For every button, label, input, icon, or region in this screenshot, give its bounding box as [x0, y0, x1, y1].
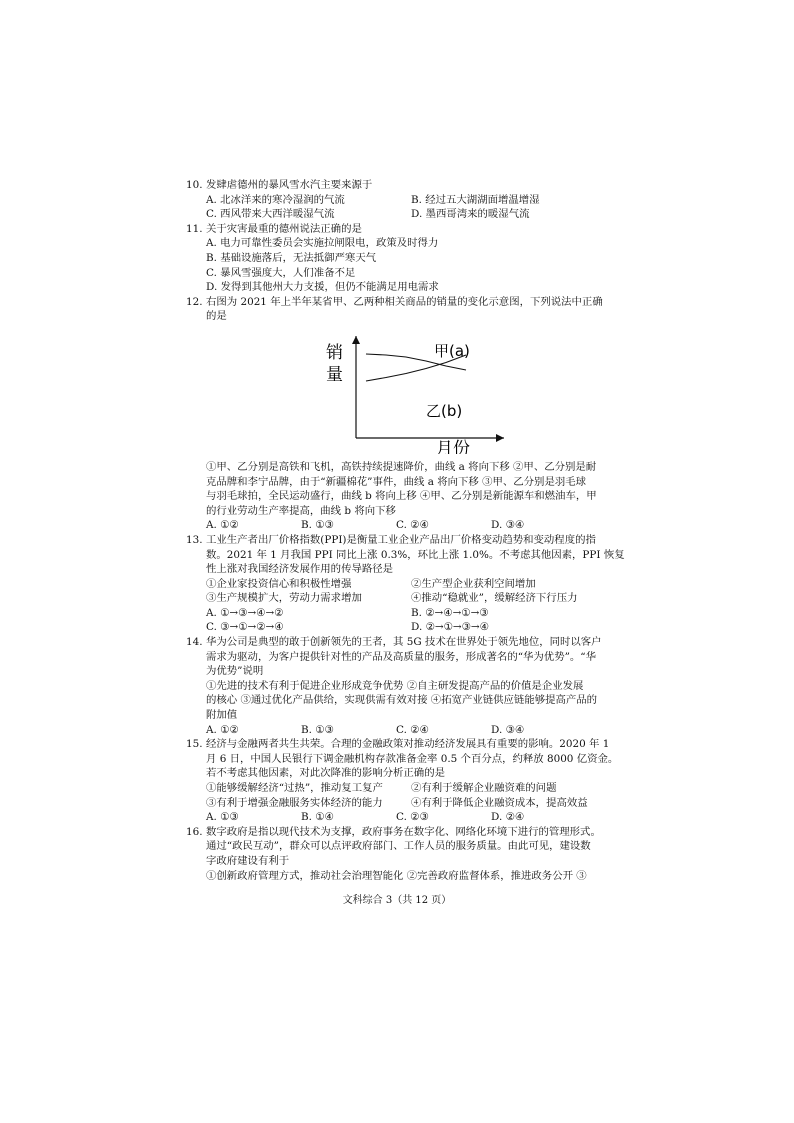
question-stem [186, 766, 616, 781]
question-number: 16. [186, 825, 203, 838]
question-10 [186, 178, 616, 222]
option: B. 经过五大湖湖面增温增湿 [411, 193, 540, 206]
y-axis-arrow [352, 336, 360, 344]
question-stem [186, 635, 616, 650]
series-label-1: 乙(b) [426, 401, 463, 420]
option: ②有利于缓解企业融资难的问题 [411, 782, 557, 794]
option: B. ①③ [301, 723, 334, 736]
question-14 [186, 635, 616, 737]
option-row [186, 723, 616, 738]
stem-text: 华为公司是典型的敢于创新领先的王者，其 5G 技术在世界处于领先地位，同时以客户 [206, 636, 602, 649]
question-16 [186, 825, 616, 883]
option: D. ②④ [491, 811, 525, 824]
stem-text: 字政府建设有利于 [206, 854, 290, 867]
question-stem [186, 222, 616, 237]
stem-text: 发肆虐德州的暴风雪水汽主要来源于 [206, 179, 373, 191]
question-number: 13. [186, 533, 203, 546]
option: C. ②④ [396, 723, 429, 736]
question-list [186, 178, 625, 883]
chart-svg [314, 330, 510, 454]
stem-text: 的是 [206, 310, 227, 323]
option-row [186, 207, 616, 222]
option-row [186, 810, 616, 825]
y-axis-label: 量 [326, 364, 343, 385]
statement-line: 克品牌和李宁品牌，由于“新疆棉花”事件，曲线 a 将向下移 ③甲、乙分别是羽毛球 [206, 475, 587, 488]
option: A. 北冰洋来的寒冷湿润的气流 [206, 193, 345, 206]
option: B. ②→④→①→③ [411, 606, 489, 619]
option: C. 西风带来大西洋暖湿气流 [206, 208, 335, 221]
stem-text: 月 6 日，中国人民银行下调金融机构存款准备金率 0.5 个百分点，约释放 8000 亿资金。 [206, 752, 619, 765]
stem-text: 需求为驱动，为客户提供针对性的产品及高质量的服务，形成著名的“华为优势”。“华 [206, 650, 596, 663]
question-stem [186, 295, 616, 310]
statement-line: 与羽毛球拍，全民运动盛行，曲线 b 将向上移 ④甲、乙分别是新能源车和燃油车，甲 [206, 490, 597, 503]
option: D. ②→①→③→④ [411, 621, 489, 634]
question-number: 11. [186, 222, 203, 235]
statement-line: 的核心 ③通过优化产品供给，实现供需有效对接 ④拓宽产业链供应链能够提高产品的 [206, 694, 598, 707]
option: B. ①④ [301, 811, 334, 824]
option-row [186, 606, 616, 621]
option-row [186, 518, 616, 533]
question-stem [186, 752, 619, 767]
stem-text: 关于灾害最重的德州说法正确的是 [206, 222, 362, 235]
option: ①企业家投资信心和积极性增强 [206, 577, 352, 590]
option: C. 暴风雪强度大，人们准备不足 [206, 266, 356, 279]
statement-line: ①先进的技术有利于促进企业形成竞争优势 ②自主研发提高产品的价值是企业发展 [206, 679, 584, 692]
option: A. ①② [206, 519, 239, 532]
question-stem [186, 533, 616, 548]
stem-text: 若不考虑其他因素，对此次降准的影响分析正确的是 [206, 767, 445, 780]
question-stem [186, 650, 616, 665]
supply-demand-chart [314, 330, 510, 454]
option: C. ③→①→②→④ [206, 621, 284, 634]
stem-text: 工业生产者出厂价格指数(PPI)是衡量工业企业产品出厂价格变动趋势和变动程度的指 [206, 533, 596, 546]
option: B. 基础设施落后，无法抵御严寒天气 [206, 251, 377, 264]
option: D. ③④ [491, 723, 525, 736]
statement-line: ①创新政府管理方式，推动社会治理智能化 ②完善政府监督体系，推进政务公开 ③ [206, 869, 587, 882]
option: C. ②④ [396, 519, 429, 532]
question-stem [186, 178, 616, 193]
statement-line: 附加值 [206, 709, 238, 722]
option: B. ①③ [301, 519, 334, 532]
option: ④有利于降低企业融资成本，提高效益 [411, 796, 588, 809]
option: ④推动“稳就业”，缓解经济下行压力 [411, 592, 578, 605]
option: D. ③④ [491, 519, 525, 532]
option: A. ①② [206, 723, 239, 736]
option-row [186, 591, 616, 606]
option: C. ②③ [396, 811, 429, 824]
question-stem [186, 839, 616, 854]
stem-text: 经济与金融两者共生共荣。合理的金融政策对推动经济发展具有重要的影响。2020 年 1 [206, 738, 610, 751]
question-number: 10. [186, 179, 203, 191]
question-number: 15. [186, 738, 203, 751]
x-axis-label: 月份 [436, 438, 470, 454]
option: A. ①→③→④→② [206, 606, 284, 619]
question-stem [186, 737, 616, 752]
y-axis-label: 销 [326, 342, 343, 363]
option: ②生产型企业获利空间增加 [411, 577, 536, 590]
option: ③生产规模扩大，劳动力需求增加 [206, 592, 362, 605]
option-row [186, 781, 616, 796]
option: A. ①③ [206, 811, 239, 824]
question-stem [186, 825, 616, 840]
question-13 [186, 533, 625, 635]
statement-line: 的行业劳动生产率提高，曲线 b 将向下移 [206, 504, 396, 517]
question-number: 14. [186, 636, 203, 649]
stem-text: 数字政府是指以现代技术为支撑，政府事务在数字化、网络化环境下进行的管理形式。 [206, 825, 601, 838]
question-stem [186, 664, 616, 679]
option: D. 发得到其他州大力支援，但仍不能满足用电需求 [206, 281, 439, 294]
series-label-0: 甲(a) [434, 341, 470, 360]
question-stem [186, 548, 625, 563]
question-15 [186, 737, 619, 825]
stem-text: 性上涨对我国经济发展作用的传导路径是 [206, 563, 394, 576]
option: ③有利于增强金融服务实体经济的能力 [206, 796, 383, 809]
question-number: 12. [186, 295, 203, 308]
question-stem [186, 309, 616, 324]
option: A. 电力可靠性委员会实施拉闸限电，政策及时得力 [206, 237, 439, 250]
option-row [186, 620, 616, 635]
question-11 [186, 222, 616, 295]
option-row [186, 796, 616, 811]
question-stem [186, 854, 616, 869]
page-footer: 文科综合 3（共 12 页） [342, 895, 452, 906]
option: D. 墨西哥湾来的暖湿气流 [411, 208, 530, 221]
question-12 [186, 295, 616, 533]
statement-line: ①甲、乙分别是高铁和飞机，高铁持续提速降价，曲线 a 将向下移 ②甲、乙分别是耐 [206, 460, 597, 473]
option: ①能够缓解经济“过热”，推动复工复产 [206, 782, 383, 794]
stem-text: 为优势”说明 [206, 665, 264, 678]
option-row [186, 577, 616, 592]
stem-text: 数。2021 年 1 月我国 PPI 同比上涨 0.3%，环比上涨 1.0%。不考虑其他因素，PPI 恢复 [206, 548, 625, 561]
x-axis-arrow [496, 434, 504, 442]
question-stem [186, 562, 616, 577]
option-row [186, 193, 616, 208]
stem-text: 右图为 2021 年上半年某省甲、乙两种相关商品的销量的变化示意图，下列说法中正确 [206, 295, 603, 308]
stem-text: 通过“政民互动”，群众可以点评政府部门、工作人员的服务质量。由此可见，建设数 [206, 840, 591, 853]
